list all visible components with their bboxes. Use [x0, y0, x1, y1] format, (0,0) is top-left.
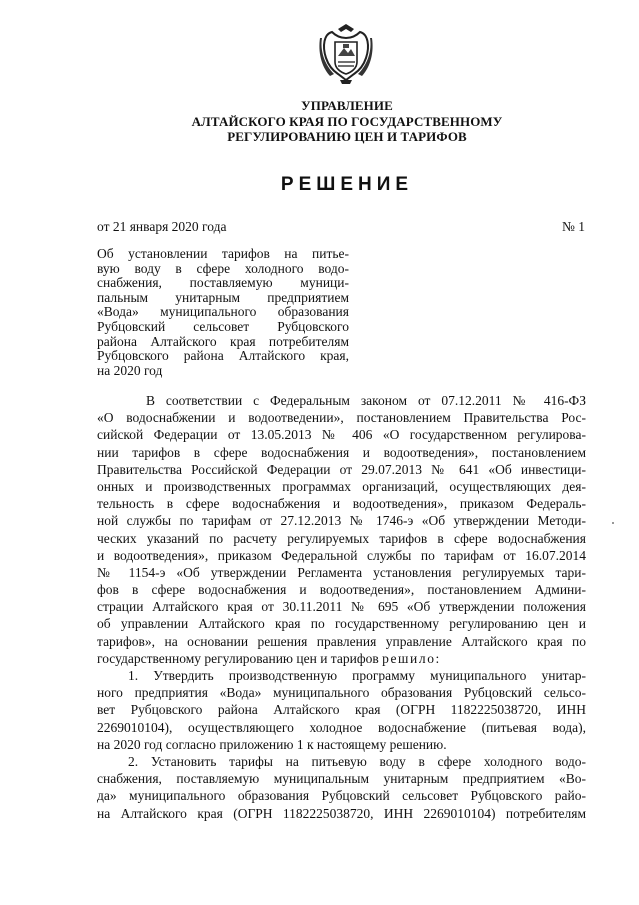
body-line: об управлении Алтайского края по государственному регулированию цен и — [97, 616, 586, 632]
body-line: на Алтайского края (ОГРН 1182225038720, ИНН 2269010104) потребителям — [97, 805, 586, 821]
body-line: 2269010104), осуществляющего холодное водоснабжение (питьевая вода), — [97, 719, 586, 735]
body-line: тельность в сфере водоснабжения и водоотведения», приказом Федераль- — [97, 496, 586, 512]
body-line: онных и производственных программах организаций, осуществляющих дея- — [97, 478, 586, 494]
body-line: нии тарифов в сфере водоснабжения и водоотведения», постановлением — [97, 444, 586, 460]
document-title: РЕШЕНИЕ — [280, 174, 414, 195]
body-line-text: государственному регулированию цен и тарифов — [97, 650, 379, 666]
body-line: В соответствии с Федеральным законом от 07.12.2011 № 416-ФЗ — [146, 393, 586, 408]
decided-word: решило: — [382, 650, 441, 666]
issuing-agency — [150, 98, 544, 145]
body-line: страции Алтайского края от 30.11.2011 № 695 «Об утверждении положения — [97, 599, 586, 615]
subject-line: снабжения, поставляемую муници- — [97, 275, 349, 291]
body-line: «О водоснабжении и водоотведении», постановлением Правительства Рос- — [97, 410, 586, 426]
body-line: и водоотведения», приказом Федеральной службы по тарифам от 16.07.2014 — [97, 547, 586, 563]
scan-speck — [612, 522, 614, 524]
subject-line: пальным унитарным предприятием — [97, 289, 349, 305]
document-number: № 1 — [562, 219, 586, 234]
body-line: фов в сфере водоснабжения и водоотведения», постановлением Админи- — [97, 582, 586, 598]
body-line: вет Рубцовского района Алтайского края (ОГРН 1182225038720, ИНН — [97, 702, 586, 718]
body-line: ной службы по тарифам от 27.12.2013 № 1746-э «Об утверждении Методи- — [97, 513, 586, 529]
body-line: да» муниципального образования Рубцовский сельсовет Рубцовского райо- — [97, 788, 586, 804]
body-line: ного предприятия «Вода» муниципального образования Рубцовский сельсо- — [97, 685, 586, 701]
coat-of-arms-emblem — [318, 20, 374, 88]
subject-line: на 2020 год — [97, 362, 163, 378]
document-subject — [97, 247, 349, 378]
body-line-decision — [97, 650, 586, 667]
subject-line: вую воду в сфере холодного водо- — [97, 260, 349, 276]
body-line: снабжения, поставляемую муниципальным унитарным предприятием «Во- — [97, 771, 586, 787]
subject-line: Рубцовский сельсовет Рубцовского — [97, 318, 349, 334]
document-date: от 21 января 2020 года — [97, 219, 227, 234]
body-line: Правительства Российской Федерации от 29.07.2013 № 641 «Об инвестици- — [97, 461, 586, 477]
agency-line: РЕГУЛИРОВАНИЮ ЦЕН И ТАРИФОВ — [227, 129, 467, 144]
body-line: на 2020 год согласно приложению 1 к настоящему решению. — [97, 736, 447, 752]
body-line: тарифов», на основании решения правления управление Алтайского края по — [97, 633, 586, 649]
document-body — [97, 392, 586, 822]
subject-line: Об установлении тарифов на питье- — [97, 246, 349, 261]
body-line: 1. Утвердить производственную программу муниципального унитар- — [128, 668, 586, 683]
body-line: сийской Федерации от 13.05.2013 № 406 «О государственном регулирова- — [97, 427, 586, 443]
subject-line: района Алтайского края потребителям — [97, 333, 349, 349]
agency-line: УПРАВЛЕНИЕ — [301, 98, 393, 113]
body-line: ческих указаний по расчету регулируемых тарифов в сфере водоснабжения — [97, 530, 586, 546]
subject-line: Рубцовского района Алтайского края, — [97, 348, 349, 364]
agency-line: АЛТАЙСКОГО КРАЯ ПО ГОСУДАРСТВЕННОМУ — [191, 113, 503, 129]
body-line: № 1154-э «Об утверждении Регламента установления регулируемых тари- — [97, 564, 586, 580]
body-line: 2. Установить тарифы на питьевую воду в сфере холодного водо- — [128, 753, 586, 769]
subject-line: «Вода» муниципального образования — [97, 304, 349, 320]
